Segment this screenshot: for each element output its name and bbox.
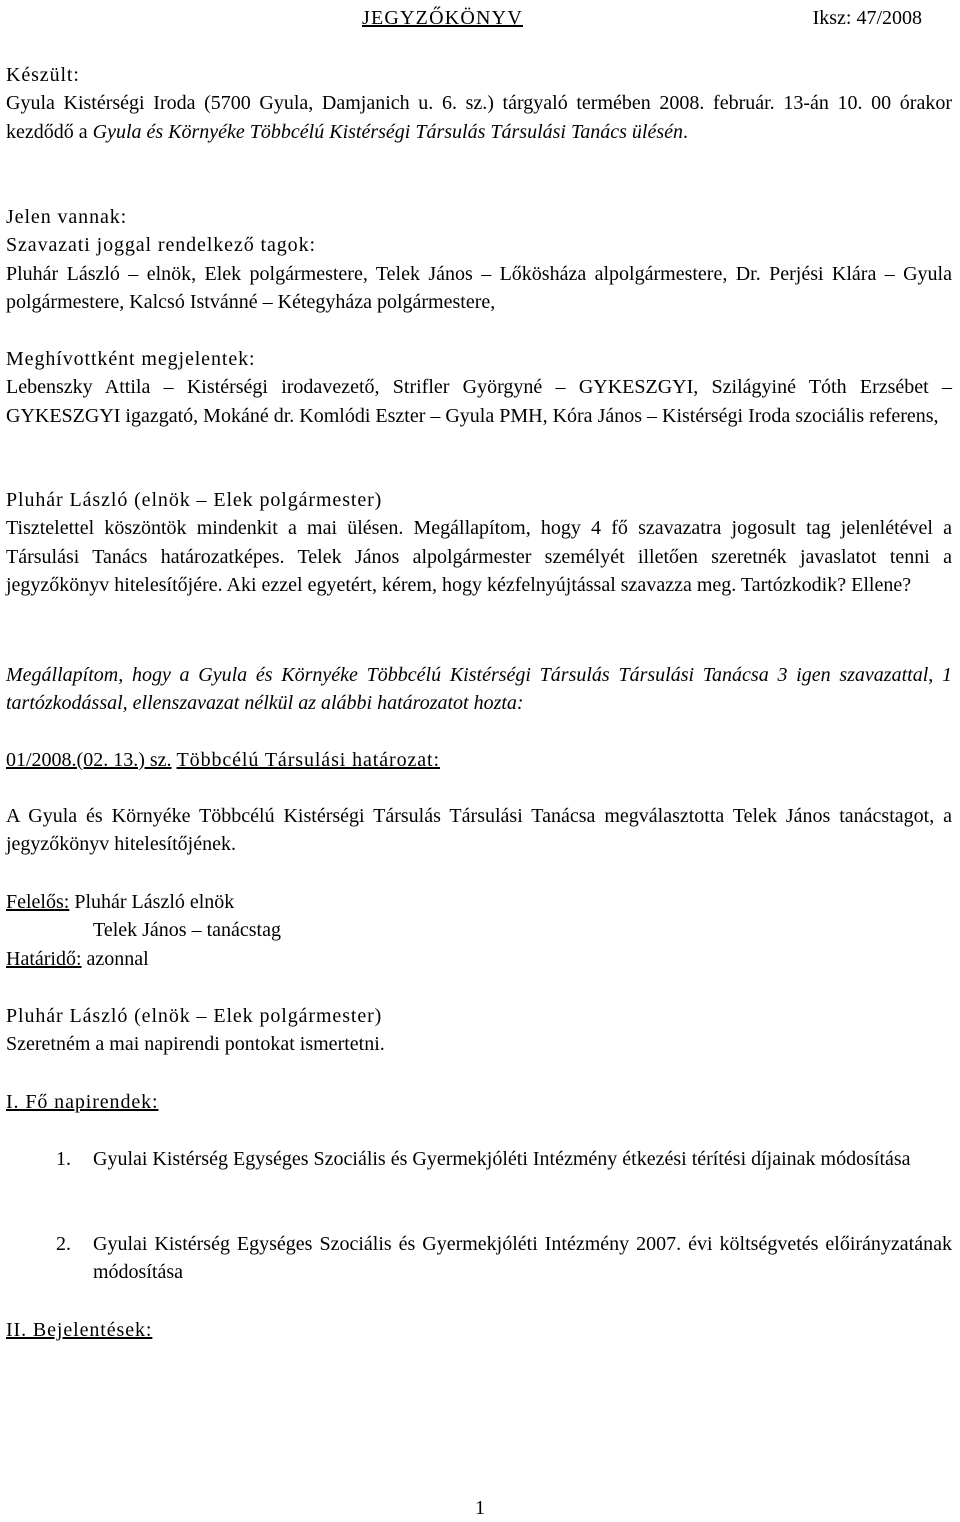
list-item-text: Gyulai Kistérség Egységes Szociális és Gyermekjóléti Intézmény étkezési térítési díjainak módosítása [93,1148,911,1170]
jelen-label: Jelen vannak: [6,206,128,228]
speech-2 [6,1002,952,1059]
jelen-members: Pluhár László – elnök, Elek polgármestere, Telek János – Lőkösháza alpolgármestere, Dr. Perjési Klára – Gyula polgármestere, Kalcsó Istvánné – Kétegyháza polgármestere, [6,262,952,314]
speaker-2: Pluhár László (elnök – Elek polgármester) [6,1005,383,1027]
registry-number: Iksz: 47/2008 [812,7,922,29]
document-header [0,4,960,34]
hatarozat-text: A Gyula és Környéke Többcélú Kistérségi Társulás Társulási Tanácsa megválasztotta Telek János tanácstagot, a jegyzőkönyv hitelesítőjének. [6,805,952,856]
felelos-1: Pluhár László elnök [74,891,235,913]
speech-2-text: Szeretném a mai napirendi pontokat ismertetni. [6,1033,385,1056]
keszult-section [6,61,952,146]
hatarido-value: azonnal [86,947,149,970]
keszult-text: Gyula Kistérségi Iroda (5700 Gyula, Damjanich u. 6. sz.) tárgyaló termében 2008. február. 13-án 10. 00 órakor kezdődő a Gyula és Környéke Többcélú Kistérségi Társulás Társulási Tanács ülésén. [6,92,952,143]
document-title: JEGYZŐKÖNYV [362,7,523,29]
speaker-1: Pluhár László (elnök – Elek polgármester) [6,489,383,511]
jelen-sublabel: Szavazati joggal rendelkező tagok: [6,234,316,257]
keszult-label: Készült: [6,64,80,86]
jelen-section [6,203,952,317]
felelos-2: Telek János – tanácstag [93,919,281,942]
list-item-text: Gyulai Kistérség Egységes Szociális és Gyermekjóléti Intézmény 2007. évi költségvetés előirányzatának módosítása [93,1233,952,1284]
meghivott-text: Lebenszky Attila – Kistérségi irodavezető, Strifler Györgyné – GYKESZGYI, Szilágyiné Tóth Erzsébet – GYKESZGYI igazgató, Mokáné dr. Komlódi Eszter – Gyula PMH, Kóra János – Kistérségi Iroda szociális referens, [6,376,952,427]
napirend-label: I. Fő napirendek: [6,1091,159,1113]
list-item [56,1145,952,1173]
speech-1-text: Tisztelettel köszöntök mindenkit a mai ülésen. Megállapítom, hogy 4 fő szavazatra jogosult tag jelenlétével a Társulási Tanács határozatképes. Telek János alpolgármester személyét illetően szeretnék javaslatot tenni a jegyzőkönyv hitelesítőjére. Aki ezzel egyetért, kérem, hogy kézfelnyújtással szavazza meg. Tartózkodik? Ellene? [6,517,952,597]
hatarido-label: Határidő: [6,947,82,970]
list-item [56,1230,952,1287]
list-item-number: 1. [56,1148,71,1170]
hatarozat-heading [6,746,952,774]
hatarozat-label: Többcélú Társulási határozat: [176,749,440,771]
megallapitom-paragraph: Megállapítom, hogy a Gyula és Környéke Többcélú Kistérségi Társulás Társulási Tanácsa 3 igen szavazattal, 1 tartózkodással, ellenszavazat nélkül az alábbi határozatot hozta: [6,664,952,715]
felelos-label: Felelős: [6,891,70,913]
page-number: 1 [475,1497,485,1519]
hatarozat-number: 01/2008.(02. 13.) sz. [6,749,172,771]
felelos-block [6,888,952,973]
meghivott-label: Meghívottként megjelentek: [6,348,256,370]
bejelentesek-label: II. Bejelentések: [6,1319,153,1341]
speech-1 [6,486,952,600]
meghivott-section [6,345,952,430]
list-item-number: 2. [56,1233,71,1255]
